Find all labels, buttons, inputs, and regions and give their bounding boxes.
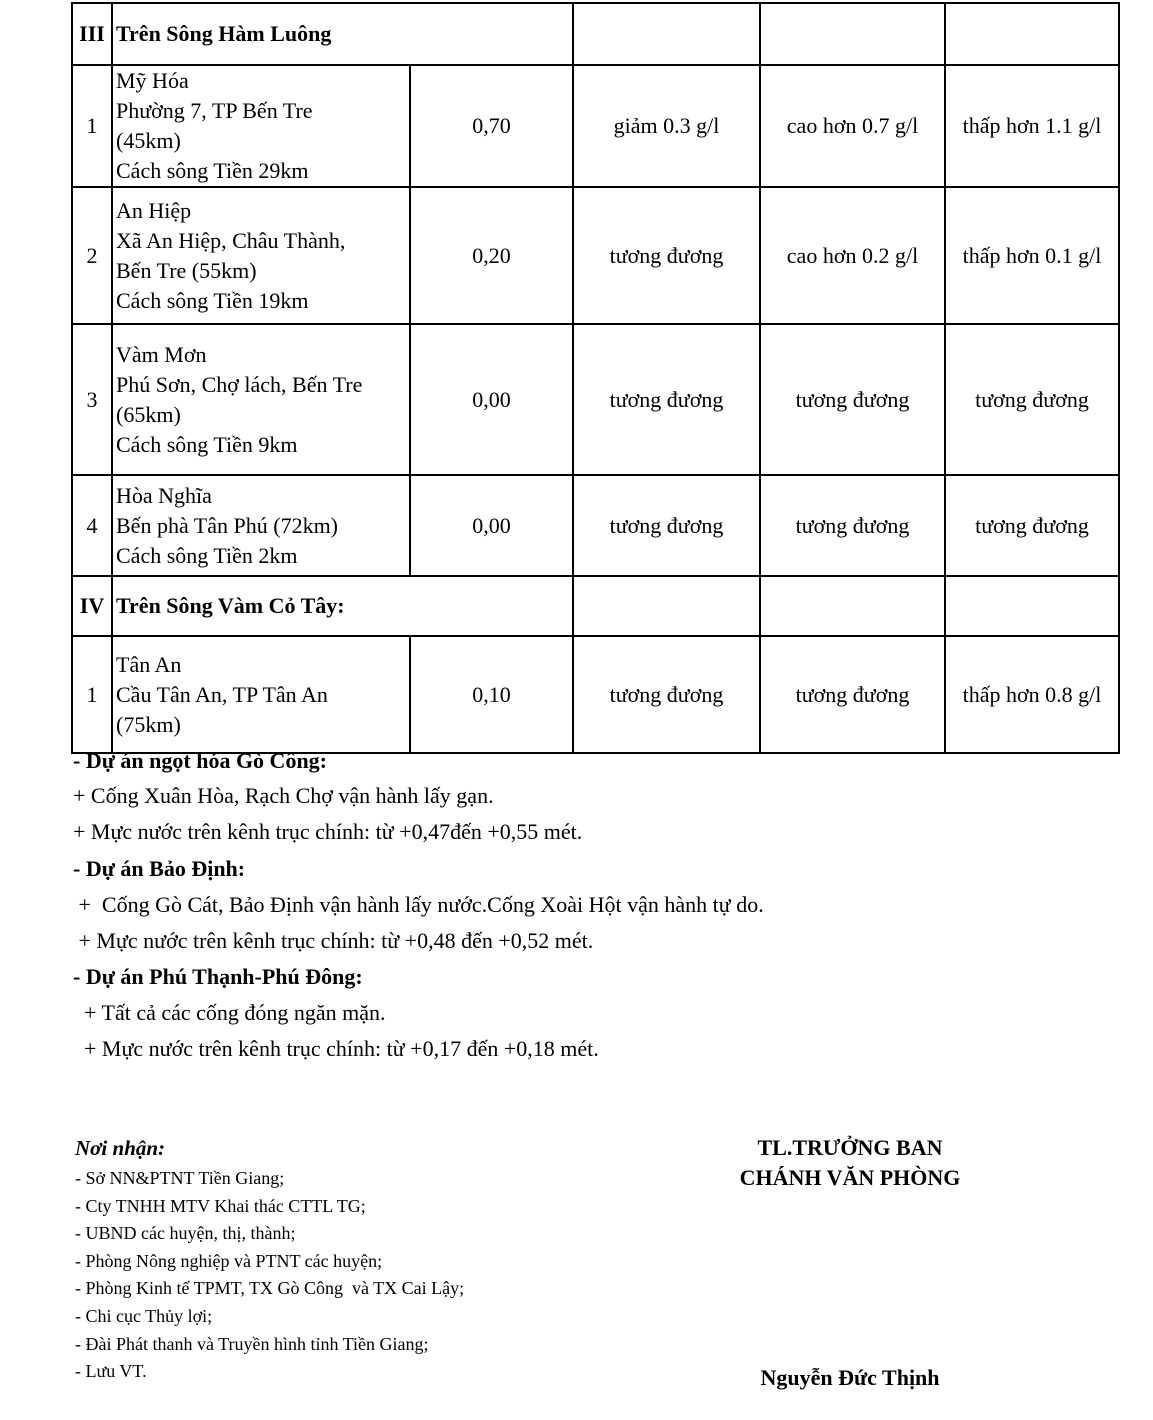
station-line: Cách sông Tiền 9km (116, 431, 298, 457)
station-line: Xã An Hiệp, Châu Thành, (116, 227, 346, 253)
station-cell (112, 475, 410, 576)
compare-previous: giảm 0.3 g/l (573, 65, 760, 187)
compare-average: tương đương (945, 324, 1119, 475)
row-index: 1 (72, 65, 112, 187)
section-index: IV (72, 576, 112, 636)
compare-last-year: cao hơn 0.2 g/l (760, 187, 945, 324)
recipient-list (75, 1165, 464, 1386)
table-row (72, 187, 1119, 324)
compare-last-year: tương đương (760, 475, 945, 576)
station-line: Mỹ Hóa (116, 68, 189, 93)
station-line: Cách sông Tiền 29km (116, 158, 309, 183)
empty-cell (760, 3, 945, 65)
section-row (72, 3, 1119, 65)
compare-previous: tương đương (573, 324, 760, 475)
table-row (72, 475, 1119, 576)
recipient-item: - Lưu VT. (75, 1361, 147, 1382)
compare-average: tương đương (945, 475, 1119, 576)
row-index: 3 (72, 324, 112, 475)
row-index: 1 (72, 636, 112, 753)
empty-cell (573, 576, 760, 636)
station-line: Bến phà Tân Phú (72km) (116, 512, 339, 538)
salinity-value: 0,10 (410, 636, 573, 753)
compare-average: thấp hơn 0.8 g/l (945, 636, 1119, 753)
station-line: (75km) (116, 711, 181, 737)
note-line: + Mực nước trên kênh trục chính: từ +0,17 đến +0,18 mét. (73, 1036, 599, 1061)
station-line: Hòa Nghĩa (116, 482, 212, 508)
row-index: 4 (72, 475, 112, 576)
station-line: Phường 7, TP Bến Tre (116, 98, 313, 123)
recipient-item: - Đài Phát thanh và Truyền hình tỉnh Tiền Giang; (75, 1333, 429, 1354)
compare-average: thấp hơn 0.1 g/l (945, 187, 1119, 324)
recipient-item: - Phòng Nông nghiệp và PTNT các huyện; (75, 1250, 383, 1271)
row-index: 2 (72, 187, 112, 324)
empty-cell (760, 576, 945, 636)
compare-last-year: cao hơn 0.7 g/l (760, 65, 945, 187)
station-line: Cầu Tân An, TP Tân An (116, 681, 328, 707)
compare-average: thấp hơn 1.1 g/l (945, 65, 1119, 187)
compare-previous: tương đương (573, 475, 760, 576)
compare-last-year: tương đương (760, 324, 945, 475)
station-cell (112, 636, 410, 753)
station-cell (112, 65, 410, 187)
signature-title: TL.TRƯỞNG BAN (757, 1135, 943, 1160)
recipient-item: - Phòng Kinh tế TPMT, TX Gò Công và TX Cai Lậy; (75, 1278, 465, 1299)
recipient-item: - Chi cục Thủy lợi; (75, 1305, 213, 1326)
salinity-table (71, 2, 1120, 754)
station-line: Cách sông Tiền 19km (116, 287, 309, 313)
station-line: (65km) (116, 401, 181, 427)
station-line: Cách sông Tiền 2km (116, 542, 298, 568)
note-line: + Tất cả các cống đóng ngăn mặn. (73, 1000, 386, 1025)
station-line: Vàm Mơn (116, 341, 207, 367)
note-line: + Mực nước trên kênh trục chính: từ +0,48 đến +0,52 mét. (73, 928, 594, 953)
section-title: Trên Sông Hàm Luông (112, 3, 573, 65)
section-index: III (72, 3, 112, 65)
station-line: Phú Sơn, Chợ lách, Bến Tre (116, 371, 363, 397)
note-heading: - Dự án ngọt hóa Gò Công: (73, 748, 328, 773)
salinity-value: 0,00 (410, 475, 573, 576)
empty-cell (573, 3, 760, 65)
table-row (72, 324, 1119, 475)
recipient-item: - Sở NN&PTNT Tiền Giang; (75, 1168, 285, 1188)
note-line: + Cống Xuân Hòa, Rạch Chợ vận hành lấy gạn. (73, 783, 494, 808)
compare-last-year: tương đương (760, 636, 945, 753)
station-line: An Hiệp (116, 197, 192, 223)
station-cell (112, 324, 410, 475)
section-row (72, 576, 1119, 636)
salinity-value: 0,20 (410, 187, 573, 324)
empty-cell (945, 576, 1119, 636)
note-line: + Cống Gò Cát, Bảo Định vận hành lấy nước.Cống Xoài Hột vận hành tự do. (73, 892, 764, 917)
salinity-value: 0,70 (410, 65, 573, 187)
table-row (72, 636, 1119, 753)
compare-previous: tương đương (573, 187, 760, 324)
table-row (72, 65, 1119, 187)
compare-previous: tương đương (573, 636, 760, 753)
signature-block (700, 1133, 1000, 1390)
recipients-block (75, 1135, 464, 1386)
signature-office: CHÁNH VĂN PHÒNG (739, 1165, 961, 1190)
note-heading: - Dự án Bảo Định: (73, 856, 246, 881)
empty-cell (945, 3, 1119, 65)
recipient-item: - Cty TNHH MTV Khai thác CTTL TG; (75, 1195, 366, 1216)
station-cell (112, 187, 410, 324)
station-line: (45km) (116, 128, 181, 153)
recipients-title: Nơi nhận: (75, 1136, 166, 1160)
station-line: Tân An (116, 651, 182, 677)
signer-name: Nguyễn Đức Thịnh (760, 1365, 940, 1390)
section-title: Trên Sông Vàm Cỏ Tây: (112, 576, 573, 636)
recipient-item: - UBND các huyện, thị, thành; (75, 1223, 296, 1244)
station-line: Bến Tre (55km) (116, 257, 257, 283)
note-heading: - Dự án Phú Thạnh-Phú Đông: (73, 964, 363, 989)
salinity-value: 0,00 (410, 324, 573, 475)
note-line: + Mực nước trên kênh trục chính: từ +0,47đến +0,55 mét. (73, 819, 583, 844)
